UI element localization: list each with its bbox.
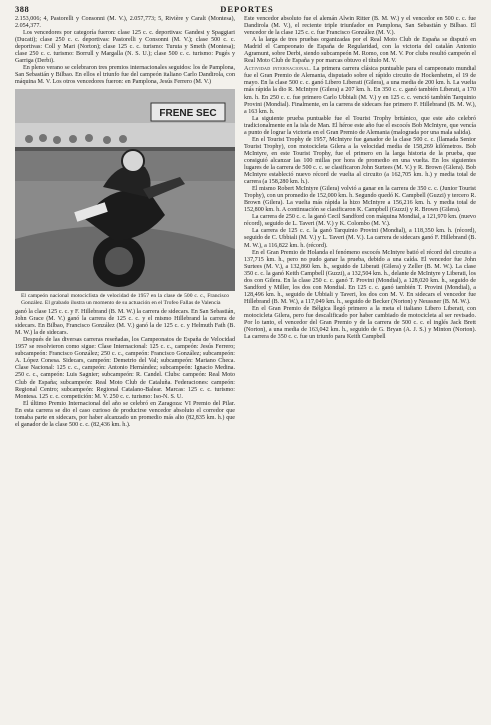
paragraph: La primera carrera clásica puntuable para el campeonato mundial fue el Gran Premio de Alemania, disputado sobre el rápido circuito de Hockenheim, el 19 de mayo. En la clase 500 c. c. ganó Libero Liberati (Gilera), a una media de 200 km. h. La vuelta más rápida la dio R. McIntyre (Gilera) a 207 km. h. En 350 c. c. ganó también Liberati, a 170 km. h. En 250 c. c. fue primero Carlo Ubbiali (M. V.) y en 125 c. c. venció también Tarquinio Provini (Mondial). Finalmente, en la carrera de sidecars fue primero F. Hillebrand (B. M. W.), a 163 km. h. bbox=[244, 66, 476, 115]
paragraph: Los vencedores por categoría fueron: clase 125 c. c. deportivas: Gandesi y Spaggiari (Ducati); clase 250 c. c. deportivas: Pastorelli y Consonni (M. V.); clase 500 c. c. deportivas: Coll y Mari (Norton); clase 125 c. c. turismo: Turuta y Smeth (Montesa); clase 250 c. c. turismo: Borrull y Margalla (N. S. U.); clase 500 c. c. turismo: Pugés y Garriga (Derbi). bbox=[15, 30, 235, 65]
paragraph: En pleno verano se celebraron tres premios internacionales seguidos: los de Pamplona, San Sebastián y Bilbao. En ellos el triunfo fue del campeón italiano Carlo Dandirola, con máquina M. V. Los otros vencedores fueron: en Pamplona, Jesús Ferrero (M. V.) bbox=[15, 65, 235, 86]
paragraph: La carrera de 125 c. c. la ganó Tarquinio Provini (Mondial), a 118,350 km. h. (récord), seguido de C. Ubbiali (M. V.) y L. Taveri (M. V.). La carrera de sidecars ganó F. Hillebrand (B. M. W.), a 116,822 km. h. (récord). bbox=[244, 228, 476, 249]
paragraph: Después de las diversas carreras reseñadas, los Campeonatos de España de Velocidad 1957 se resolvieron como sigue: Clase Internacional: 125 c. c., campeón: Jesús Ferrero; subcampeón: Francisco González; 250 c. c., campeón: Francisco González; subcampeón: A. López Conesa. Sidecars, campeón: Demetrio del Val; subcampeón: Mariano Checa. Clase Nacional: 125 c. c., campeón: Antonio Hernández; subcampeón: Ignacio Medina. 250 c. c., campeón: Luis Sagnier; subcampeón: R. Candel. Clubs: campeón: Real Moto Club de España; subcampeón: Real Moto Club de Cataluña. Federaciones: campeón: Regional Centro; subcampeón: Regional Catalano-Balear. Marcas: 125 c. c. turismo: Montesa. 125 c. c. competición: M. V. 250 c. c. turismo: Iso-N. S. U. bbox=[15, 337, 235, 400]
paragraph: 2.153,006; 4, Pastorelli y Consonni (M. V.), 2.057,773; 5, Rivière y Caralt (Montesa), 2.054,377. bbox=[15, 16, 235, 30]
motorcycle-photo-illustration bbox=[15, 89, 235, 291]
section-heading: Actividad internacional. bbox=[244, 66, 312, 73]
paragraph: El mismo Robert McIntyre (Gilera) volvió a ganar en la carrera de 350 c. c. (Junior Tourist Trophy), con un promedio de 152,000 km. h. Segundo quedó K. Campbell (Guzzi) y tercero R. Brown (Gilera). La vuelta más rápida la hizo McIntyre a 156,216 km. h. y media total de 152,800 km. h. A continuación se clasificaron K. Campbell (Guzzi) y R. Brown (Gilera). bbox=[244, 186, 476, 214]
section-intro bbox=[244, 66, 476, 115]
paragraph: En el Gran Premio de Bélgica llegó primero a la meta el italiano Libero Liberati, con motocicleta Gilera, pero fue descalificado por haber cambiado de motocicleta al ser revisado. Por lo tanto, el vencedor del Gran Premio y de la carrera de 500 c. c. el inglés Jack Brett (Norton), a una media de 163,042 km. h., seguido de G. Bryan (A. J. S.) y Minton (Norton). La carrera de 350 c. c. fue un triunfo para Keith Campbell bbox=[244, 305, 476, 341]
left-column bbox=[15, 16, 235, 429]
photo-caption: El campeón nacional motociclista de velocidad de 1957 en la clase de 500 c. c., Francisco González. El grabado ilustra un momento de su actuación en el Trofeo Fallas de Valencia bbox=[21, 293, 229, 306]
paragraph: En el Gran Premio de Holanda el fenómeno escocés McIntyre batió el récord del circuito a 137,715 km. h., pero no pudo ganar la prueba, debido a una caída. El vencedor fue John Surtees (M. V.), a 132,860 km. h., seguido de Liberati (Gilera) y Zeller (B. M. W.). La clase 350 c. c. la ganó Keith Campbell (Guzzi), a 132,504 km. h., delante de McIntyre y Liberati, los dos con Gilera. En la clase 250 c. c. ganó T. Provini (Mondial), a 128,020 km. h., seguido de Sandford y Miller, los dos con Mondial. En 125 c. c. ganó también T. Provini (Mondial), a 128,496 km. h., seguido de Ubbiali y Taveri, los dos con M. V. En sidecars el vencedor fue Hillebrand (B. M. W.), a 117,049 km. h., seguido de Becker (Norton) y Neussner (B. M. W.). bbox=[244, 249, 477, 305]
page-header bbox=[15, 4, 479, 16]
paragraph: La siguiente prueba puntuable fue el Tourist Trophy británico, que este año celebró tradicionalmente en la isla de Man. El héroe este año fue el escocés Bob McIntyre, que vencía a punto de lograr la victoria en el Gran Premio de Alemania (malograda por una mala salida). bbox=[244, 115, 476, 136]
paragraph: Este vencedor absoluto fue el alemán Alwin Ritter (B. M. W.) y el vencedor en 500 c. c. fue Dandirola (M. V.), el reciente triple triunfador en Pamplona, San Sebastián y Bilbao. El vencedor de la clase 125 c. c. fue Francisco González (M. V.). bbox=[244, 16, 476, 37]
page-number: 388 bbox=[15, 4, 30, 14]
paragraph: La carrera de 250 c. c. la ganó Cecil Sandford con máquina Mondial, a 121,970 km. (nuevo récord), seguido de L. Taveri (M. V.) y K. Colombo (M. V.). bbox=[244, 214, 476, 228]
paragraph: El último Premio Internacional del año se celebró en Zaragoza: VI Premio del Pilar. En esta carrera se dio el caso curioso de producirse vencedor absoluto el corredor que tomaba parte en sidecars, por haber alcanzado un promedio más alto (82,835 km. h.) que el ganador de la clase 500 c. c. (82,436 km. h.). bbox=[15, 400, 235, 428]
motorcycle-racing-photo bbox=[15, 89, 235, 291]
paragraph: En el Tourist Trophy de 1957, McIntyre fue ganador de la clase 500 c. c. (llamada Senior Tourist Trophy), con motocicleta Gilera a la velocidad media de 158,269 kilómetros. Bob McIntyre, en este Tourist Trophy, fue el primero en la larga historia de la prueba, que consiguió alcanzar las 100 millas por hora de promedio en una vuelta. En los siguientes lugares de la carrera de 500 c. c. se clasificaron John Surtees (M. V.) y R. Brown (Gilera). Bob McIntyre estableció nuevo récord de vuelta al circuito (a 162,705 km. h.) y media total de carrera (a 158,280 km. h.). bbox=[244, 136, 476, 186]
right-column bbox=[244, 16, 476, 341]
running-head: DEPORTES bbox=[220, 4, 274, 14]
paragraph: A la larga de tres pruebas organizadas por el Real Moto Club de España se disputó en Madrid el Campeonato de España de Regularidad, con la victoria del catalán Antonio Agramunt, sobre Derbi, siendo subcampeón M. Romo, con M. V. Por clubs resultó campeón el Real Moto Club de España y por marcas obtuvo el título M. V. bbox=[244, 37, 476, 65]
paragraph: ganó la clase 125 c. c. y F. Hillebrand (B. M. W.) la carrera de sidecars. En San Sebastián, John Grace (M. V.) ganó la carrera de 125 c. c. y el mismo Hillebrand la carrera de sidecars. En Bilbao, Francisco González (M. V.) ganó la de 125 c. c. y Helmuth Fath (B. M. W.) la de sidecars. bbox=[15, 309, 235, 337]
photo-banner-text: FRENE SEC bbox=[159, 108, 217, 120]
